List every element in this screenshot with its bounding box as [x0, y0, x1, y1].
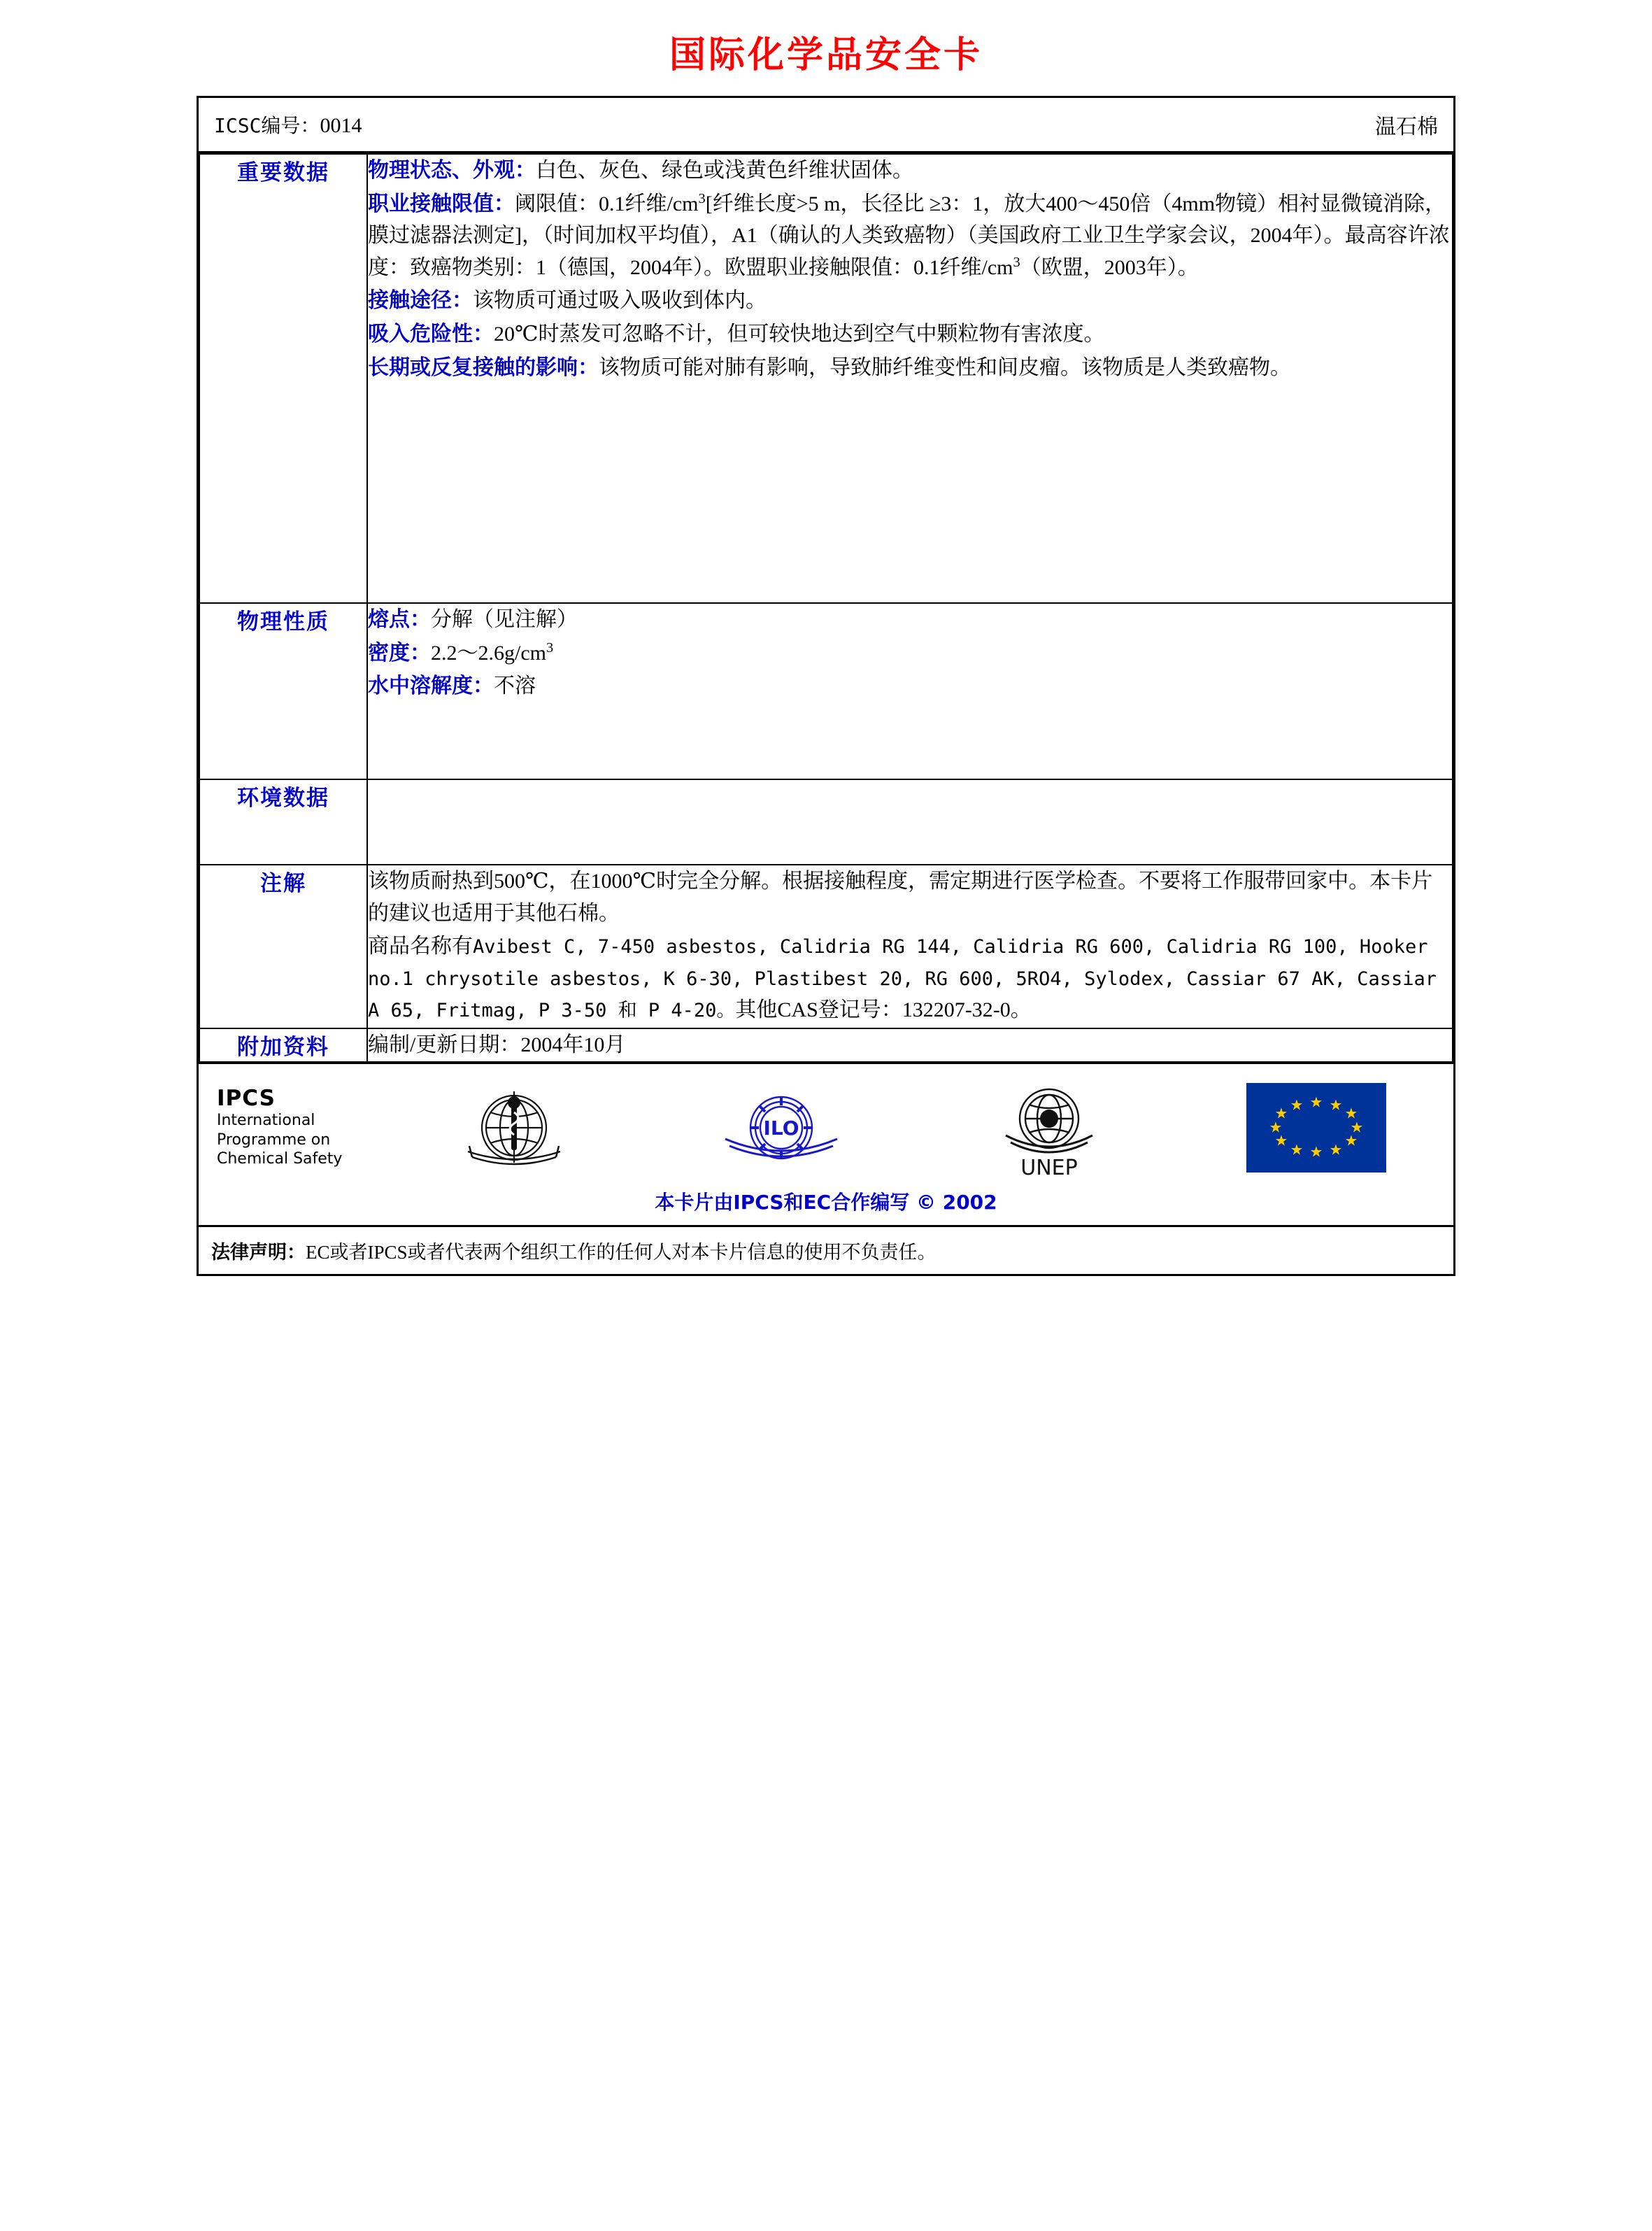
content-environmental-data — [367, 779, 1453, 865]
logo-row — [199, 1064, 1453, 1183]
content-additional: 编制/更新日期：2004年10月 — [367, 1028, 1453, 1062]
notes-trade-prefix: 商品名称有 — [368, 935, 473, 958]
label-environmental-data: 环境数据 — [199, 779, 367, 865]
svg-text:ILO: ILO — [763, 1116, 799, 1140]
unep-logo-slot — [919, 1075, 1179, 1180]
icsc-number-group — [214, 111, 362, 139]
row-physical-properties — [199, 603, 1453, 779]
phys-item-melting — [368, 604, 1452, 636]
sections-table — [199, 153, 1453, 1063]
label-additional: 附加资料 — [199, 1028, 367, 1062]
phys-text-melting: 分解（见注解） — [431, 608, 578, 631]
label-important-data: 重要数据 — [199, 154, 367, 603]
phys-item-solubility — [368, 670, 1452, 702]
page-title: 国际化学品安全卡 — [669, 34, 983, 76]
important-text-appearance: 白色、灰色、绿色或浅黄色纤维状固体。 — [536, 159, 913, 182]
important-text-longterm: 该物质可能对肺有影响，导致肺纤维变性和间皮瘤。该物质是人类致癌物。 — [599, 355, 1291, 379]
ilo-logo-slot — [651, 1079, 911, 1177]
notes-paragraph-1: 该物质耐热到500℃，在1000℃时完全分解。根据接触程度，需定期进行医学检查。不要将工作服带回家中。本卡片的建议也适用于其他石棉。 — [368, 870, 1433, 925]
eu-flag: ★ ★ ★ ★ ★ ★ ★ ★ ★ ★ ★ ★ — [1246, 1083, 1386, 1173]
important-head-routes: 接触途径： — [368, 288, 473, 313]
substance-name: 温石棉 — [1375, 115, 1438, 139]
phys-head-melting: 熔点： — [368, 607, 431, 632]
important-head-inhalation: 吸入危险性： — [368, 321, 494, 346]
notes-paragraph-2 — [368, 930, 1452, 1026]
ipcs-block — [206, 1086, 377, 1169]
who-logo — [451, 1079, 577, 1177]
who-logo-slot — [384, 1079, 644, 1177]
unep-logo — [983, 1075, 1116, 1180]
row-additional — [199, 1028, 1453, 1062]
important-text-inhalation: 20℃时蒸发可忽略不计，但可较快地达到空气中颗粒物有害浓度。 — [494, 322, 1105, 346]
label-physical-properties: 物理性质 — [199, 603, 367, 779]
important-item-longterm — [368, 352, 1452, 384]
label-notes: 注解 — [199, 865, 367, 1028]
important-text-oel: 阈限值：0.1纤维$/cm^3$[纤维长度>5 m，长径比 ≥3：1，放大400～450倍（4mm物镜）相衬显微镜消除，膜过滤器法测定]，（时间加权平均值），A1（确认的人类致癌物）（美国政府工业卫生学家会议，2004年）。最高容许浓度：致癌物类别：1（德国，2004年）。欧盟职业接触限值：0.1纤维$/cm^3$（欧盟，2003年）。 — [368, 190, 1450, 279]
credit-line: 本卡片由IPCS和EC合作编写 © 2002 — [655, 1190, 997, 1214]
phys-item-density — [368, 637, 1452, 670]
important-head-oel: 职业接触限值： — [368, 191, 515, 216]
row-environmental-data — [199, 779, 1453, 865]
ipcs-abbreviation: IPCS — [217, 1086, 276, 1112]
row-important-data — [199, 154, 1453, 603]
phys-head-solubility: 水中溶解度： — [368, 674, 494, 699]
card-footer — [199, 1063, 1453, 1225]
important-item-oel — [368, 188, 1452, 284]
important-item-inhalation — [368, 318, 1452, 350]
icsc-label: ICSC编号： — [214, 114, 320, 137]
identification-row — [199, 98, 1453, 153]
phys-head-density: 密度： — [368, 640, 431, 665]
content-physical-properties — [367, 603, 1453, 779]
unep-label: UNEP — [1020, 1155, 1078, 1180]
ipcs-full-name: International Programme on Chemical Safety — [217, 1112, 343, 1168]
notes-cas-suffix: 其他CAS登记号：132207-32-0。 — [735, 998, 1032, 1022]
notes-trade-names: Avibest C, 7-450 asbestos, Calidria RG 144, Calidria RG 600, Calidria RG 100, Hooker no.1 chrysotile asbestos, K 6-30, Plastibest 20, RG 600, 5RO4, Sylodex, Cassiar 67 AK, Cassiar A 65, Fritmag, P 3-50 和 P 4-20。 — [368, 936, 1437, 1022]
important-head-longterm: 长期或反复接触的影响： — [368, 355, 599, 380]
legal-text: EC或者IPCS或者代表两个组织工作的任何人对本卡片信息的使用不负责任。 — [306, 1241, 937, 1263]
phys-text-density: $2.2\sim 2.6g/cm^3$ — [431, 639, 554, 665]
row-notes — [199, 865, 1453, 1028]
important-head-appearance: 物理状态、外观： — [368, 158, 536, 183]
icsc-number: 0014 — [320, 114, 362, 137]
legal-label: 法律声明： — [211, 1241, 306, 1263]
phys-text-solubility: 不溶 — [494, 674, 536, 698]
content-important-data — [367, 154, 1453, 603]
safety-card — [197, 96, 1455, 1276]
eu-flag-slot — [1186, 1083, 1446, 1173]
ilo-logo — [711, 1079, 851, 1177]
important-item-routes — [368, 285, 1452, 317]
important-text-routes: 该物质可通过吸入吸收到体内。 — [473, 289, 767, 313]
content-notes — [367, 865, 1453, 1028]
legal-notice — [199, 1225, 1453, 1274]
important-item-appearance — [368, 155, 1452, 187]
